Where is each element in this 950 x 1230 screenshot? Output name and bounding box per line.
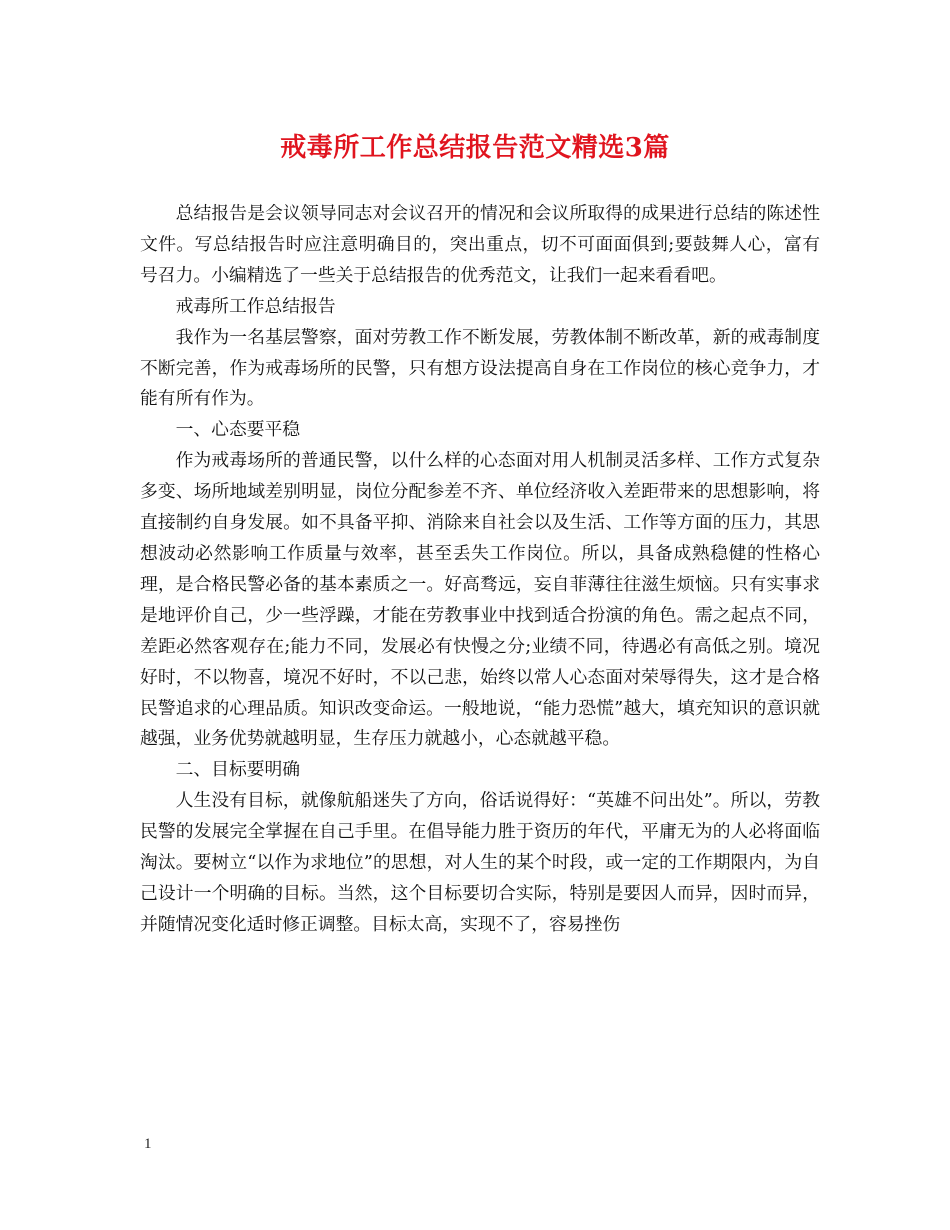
document-body xyxy=(140,199,820,941)
page-number: 1 xyxy=(144,1136,152,1152)
subheading-mindset: 一、心态要平稳 xyxy=(175,419,301,441)
page-title: 戒毒所工作总结报告范文精选3篇 xyxy=(280,133,670,163)
body-paragraph: 我作为一名基层警察，面对劳教工作不断发展，劳教体制不断改革，新的戒毒制度不断完善，作为戒毒场所的民警，只有想方设法提高自身在工作岗位的核心竞争力，才能有所有作为。 xyxy=(140,326,820,410)
intro-paragraph: 总结报告是会议领导同志对会议召开的情况和会议所取得的成果进行总结的陈述性文件。写总结报告时应注意明确目的，突出重点，切不可面面俱到;要鼓舞人心，富有号召力。小编精选了一些关于总结报告的优秀范文，让我们一起来看看吧。 xyxy=(140,203,820,286)
body-paragraph: 人生没有目标，就像航船迷失了方向，俗话说得好：“英雄不问出处”。所以，劳教民警的发展完全掌握在自己手里。在倡导能力胜于资历的年代，平庸无为的人必将面临淘汰。要树立“以作为求地位”的思想，对人生的某个时段，或一定的工作期限内，为自己设计一个明确的目标。当然，这个目标要切合实际，特别是要因人而异，因时而异，并随情况变化适时修正调整。目标太高，实现不了，容易挫伤 xyxy=(140,790,820,935)
section-heading: 戒毒所工作总结报告 xyxy=(175,295,336,317)
body-paragraph: 作为戒毒场所的普通民警，以什么样的心态面对用人机制灵活多样、工作方式复杂多变、场所地域差别明显，岗位分配参差不齐、单位经济收入差距带来的思想影响，将直接制约自身发展。如不具备平抑、消除来自社会以及生活、工作等方面的压力，其思想波动必然影响工作质量与效率，甚至丢失工作岗位。所以，具备成熟稳健的性格心理，是合格民警必备的基本素质之一。好高骛远，妄自菲薄往往滋生烦恼。只有实事求是地评价自己，少一些浮躁，才能在劳教事业中找到适合扮演的角色。需之起点不同，差距必然客观存在;能力不同，发展必有快慢之分;业绩不同，待遇必有高低之别。境况好时，不以物喜，境况不好时，不以己悲，始终以常人心态面对荣辱得失，这才是合格民警追求的心理品质。知识改变命运。一般地说，“能力恐慌”越大，填充知识的意识就越强，业务优势就越明显，生存压力就越小，心态就越平稳。 xyxy=(140,450,820,750)
subheading-goal: 二、目标要明确 xyxy=(175,759,301,781)
